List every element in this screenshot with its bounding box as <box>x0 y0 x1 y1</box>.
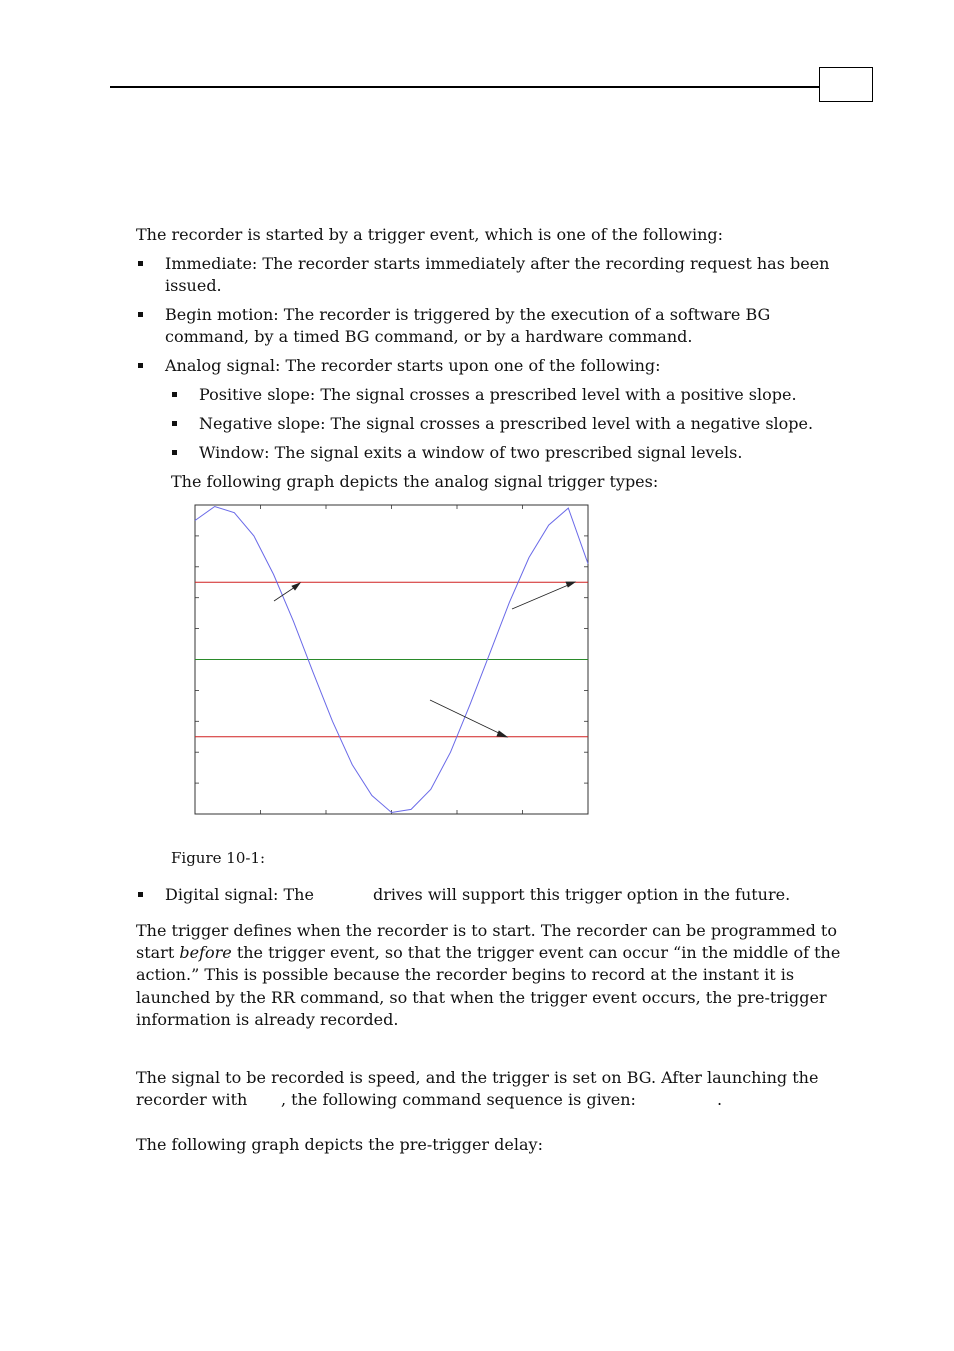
para1-line1: The trigger defines when the recorder is to start. The recorder can be programmed to <box>136 921 837 940</box>
arrowhead <box>566 582 575 587</box>
bullet-immediate-line1: Immediate: The recorder starts immediately after the recording request has been <box>165 254 830 273</box>
para1-line3: action.” This is possible because the recorder begins to record at the instant it is <box>136 965 795 984</box>
sub-bullet-negative-slope: Negative slope: The signal crosses a prescribed level with a negative slope. <box>199 414 814 433</box>
para2-line2c: . <box>717 1090 723 1109</box>
bullet-begin-motion-line2: command, by a timed BG command, or by a hardware command. <box>165 327 693 346</box>
sub-bullet-positive-slope: Positive slope: The signal crosses a prescribed level with a positive slope. <box>199 385 797 404</box>
bullet-digital-part1: Digital signal: The <box>165 885 314 904</box>
arrowhead <box>497 731 507 737</box>
figure-caption: Figure 10-1: <box>171 849 266 867</box>
para1-line5: information is already recorded. <box>136 1010 399 1029</box>
sub-bullet-window: Window: The signal exits a window of two prescribed signal levels. <box>199 443 743 462</box>
intro-text: The recorder is started by a trigger event, which is one of the following: <box>136 225 724 244</box>
arrow-window <box>430 700 505 736</box>
para1-line4: launched by the RR command, so that when the trigger event occurs, the pre-trigger <box>136 988 827 1007</box>
para3: The following graph depicts the pre-trigger delay: <box>136 1135 543 1154</box>
para2-line2a: recorder with <box>136 1090 248 1109</box>
para2-line2b: , the following command sequence is given: <box>281 1090 636 1109</box>
para2-line1: The signal to be recorded is speed, and the trigger is set on BG. After launching the <box>136 1068 819 1087</box>
graph-intro: The following graph depicts the analog signal trigger types: <box>171 472 659 491</box>
bullet-analog: Analog signal: The recorder starts upon one of the following: <box>165 356 661 375</box>
arrow-positive-slope <box>512 583 573 609</box>
bullet-immediate-line2: issued. <box>165 276 222 295</box>
bullet-begin-motion-line1: Begin motion: The recorder is triggered by the execution of a software BG <box>165 305 771 324</box>
bullet-marker <box>138 892 143 897</box>
bullet-digital-part2: drives will support this trigger option in the future. <box>373 885 791 904</box>
arrowhead <box>292 583 300 590</box>
para1-line2: start before the trigger event, so that the trigger event can occur “in the middle of the <box>136 943 841 962</box>
